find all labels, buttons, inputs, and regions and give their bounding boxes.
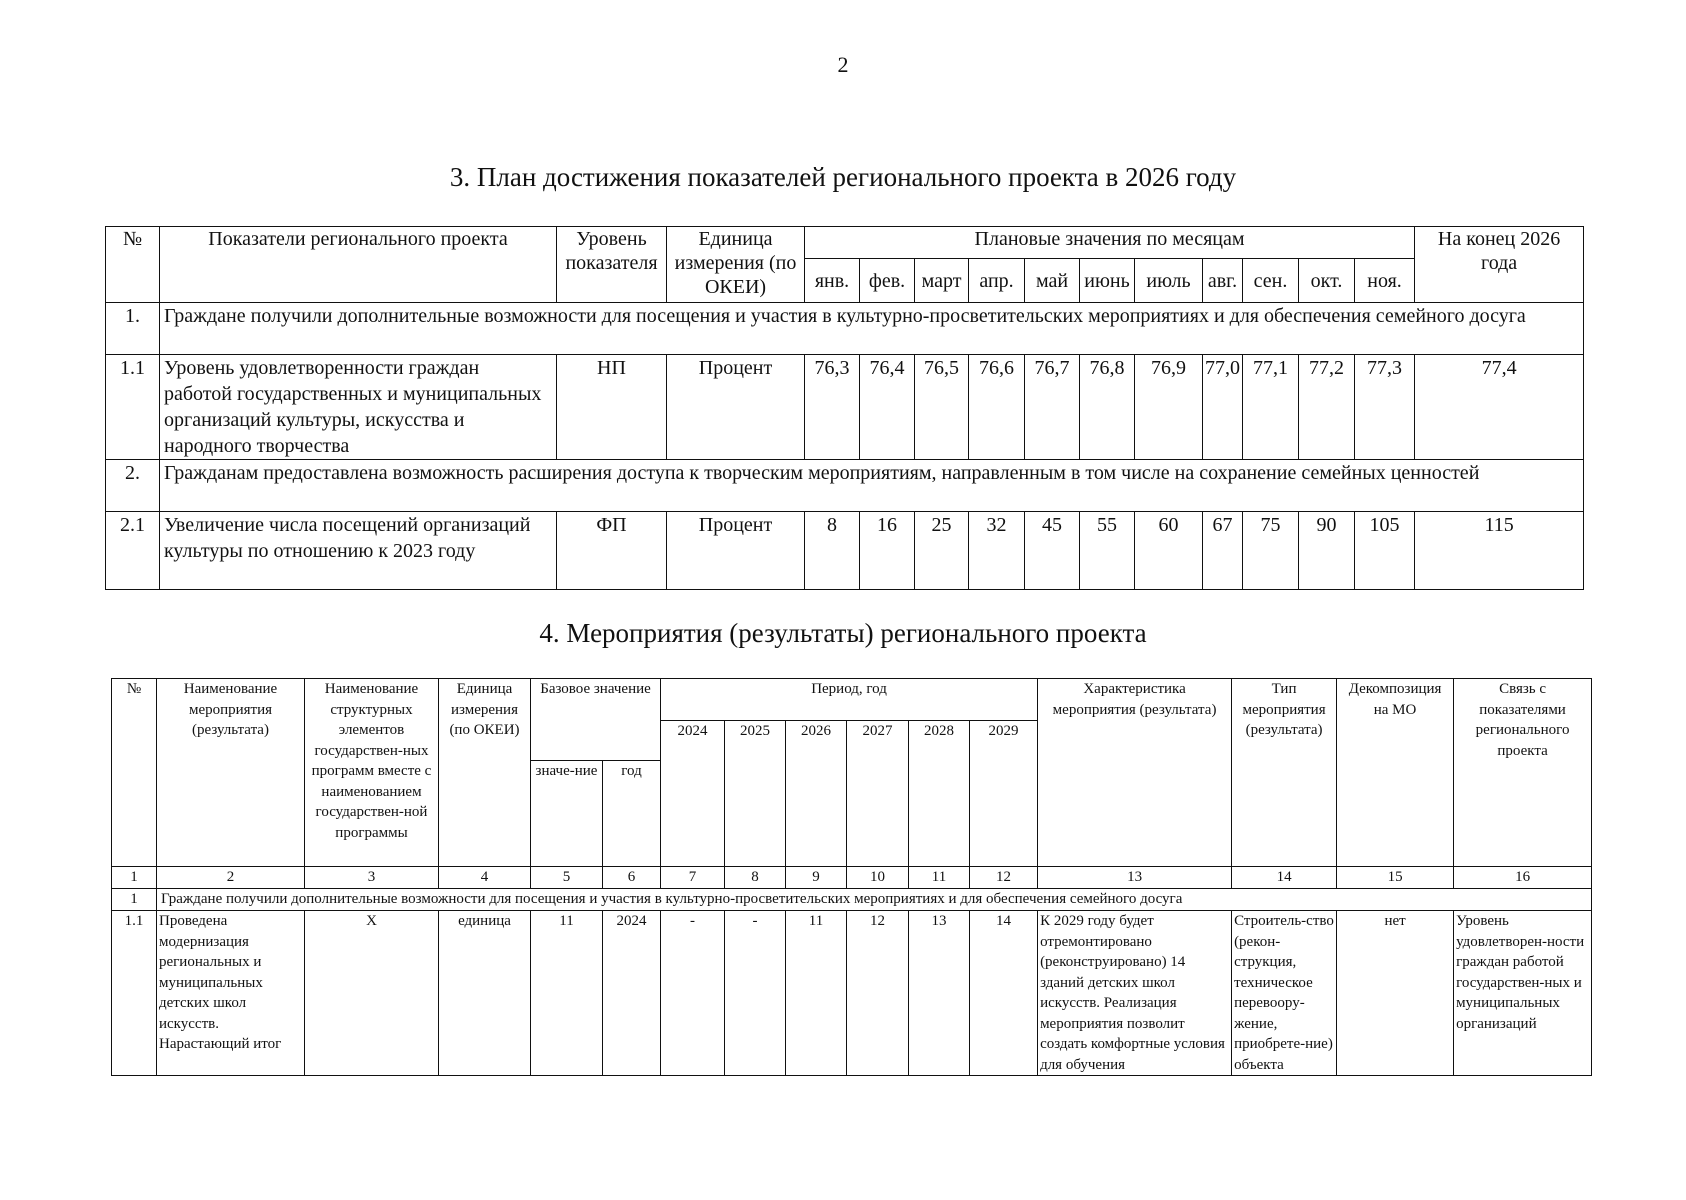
- group-title: Граждане получили дополнительные возможности для посещения и участия в культурно-просветительских мероприятиях и для обеспечения семейного досуга: [160, 303, 1584, 355]
- indicator-link: Уровень удовлетворен-ности граждан работой государствен-ных и муниципальных организаций: [1454, 911, 1592, 1076]
- month-header: янв.: [805, 259, 860, 303]
- month-value: 76,6: [969, 355, 1025, 460]
- month-value: 77,3: [1355, 355, 1415, 460]
- month-header: фев.: [860, 259, 915, 303]
- header-end: На конец 2026 года: [1415, 227, 1584, 303]
- row-num: 1.1: [112, 911, 157, 1076]
- group-title: Граждане получили дополнительные возможности для посещения и участия в культурно-просветительских мероприятиях и для обеспечения семейного досуга: [157, 889, 1592, 911]
- month-value: 16: [860, 512, 915, 590]
- month-header: авг.: [1203, 259, 1243, 303]
- header-base-year: год: [603, 761, 661, 867]
- indicator-unit: Процент: [667, 512, 805, 590]
- month-value: 76,4: [860, 355, 915, 460]
- column-number: 16: [1454, 867, 1592, 889]
- header-level: Уровень показателя: [557, 227, 667, 303]
- month-header: апр.: [969, 259, 1025, 303]
- month-value: 76,9: [1135, 355, 1203, 460]
- year-value: -: [725, 911, 786, 1076]
- indicator-level: ФП: [557, 512, 667, 590]
- group-num: 1.: [106, 303, 160, 355]
- month-value: 76,3: [805, 355, 860, 460]
- year-value: 14: [970, 911, 1038, 1076]
- column-number: 5: [531, 867, 603, 889]
- header-base: Базовое значение: [531, 679, 661, 761]
- column-number: 4: [439, 867, 531, 889]
- header-monthly: Плановые значения по месяцам: [805, 227, 1415, 259]
- year-value: -: [661, 911, 725, 1076]
- column-number: 2: [157, 867, 305, 889]
- month-value: 77,1: [1243, 355, 1299, 460]
- indicator-name: Уровень удовлетворенности граждан работой государственных и муниципальных организаций культуры, искусства и народного творчества: [160, 355, 557, 460]
- column-number: 14: [1232, 867, 1337, 889]
- month-header: окт.: [1299, 259, 1355, 303]
- month-value: 60: [1135, 512, 1203, 590]
- column-number: 7: [661, 867, 725, 889]
- column-number: 8: [725, 867, 786, 889]
- activity-characteristic: К 2029 году будет отремонтировано (реконструировано) 14 зданий детских школ искусств. Реализация мероприятия позволит создать комфортные условия для обучения: [1038, 911, 1232, 1076]
- month-value: 8: [805, 512, 860, 590]
- month-value: 76,7: [1025, 355, 1080, 460]
- month-value: 45: [1025, 512, 1080, 590]
- base-year: 2024: [603, 911, 661, 1076]
- column-number: 1: [112, 867, 157, 889]
- activity-unit: единица: [439, 911, 531, 1076]
- base-value: 11: [531, 911, 603, 1076]
- indicator-level: НП: [557, 355, 667, 460]
- row-num: 1.1: [106, 355, 160, 460]
- month-value: 55: [1080, 512, 1135, 590]
- row-num: 2.1: [106, 512, 160, 590]
- indicator-name: Увеличение числа посещений организаций культуры по отношению к 2023 году: [160, 512, 557, 590]
- section-3-title: 3. План достижения показателей регионального проекта в 2026 году: [449, 162, 1237, 192]
- month-value: 32: [969, 512, 1025, 590]
- indicator-unit: Процент: [667, 355, 805, 460]
- year-header: 2027: [847, 721, 909, 867]
- month-value: 75: [1243, 512, 1299, 590]
- column-number: 11: [909, 867, 970, 889]
- month-value: 67: [1203, 512, 1243, 590]
- activity-name: Проведена модернизация региональных и муниципальных детских школ искусств. Нарастающий итог: [157, 911, 305, 1076]
- month-header: июль: [1135, 259, 1203, 303]
- year-header: 2028: [909, 721, 970, 867]
- year-value: 11: [786, 911, 847, 1076]
- month-value: 25: [915, 512, 969, 590]
- end-value: 77,4: [1415, 355, 1584, 460]
- header-link: Связь с показателями регионального проекта: [1454, 679, 1592, 867]
- header-base-value: значе-ние: [531, 761, 603, 867]
- header-indicator: Показатели регионального проекта: [160, 227, 557, 303]
- column-number: 3: [305, 867, 439, 889]
- month-header: ноя.: [1355, 259, 1415, 303]
- header-type: Тип мероприятия (результата): [1232, 679, 1337, 867]
- column-number: 10: [847, 867, 909, 889]
- header-num: №: [112, 679, 157, 867]
- header-period: Период, год: [661, 679, 1038, 721]
- year-value: 12: [847, 911, 909, 1076]
- column-number: 13: [1038, 867, 1232, 889]
- year-header: 2026: [786, 721, 847, 867]
- indicators-plan-table: [105, 226, 1584, 590]
- column-number: 9: [786, 867, 847, 889]
- month-value: 76,8: [1080, 355, 1135, 460]
- group-title: Гражданам предоставлена возможность расширения доступа к творческим мероприятиям, направленным в том числе на сохранение семейных ценностей: [160, 460, 1584, 512]
- month-value: 77,2: [1299, 355, 1355, 460]
- month-value: 76,5: [915, 355, 969, 460]
- year-header: 2025: [725, 721, 786, 867]
- activities-table: [111, 678, 1592, 1076]
- page-number: 2: [837, 52, 849, 77]
- month-header: сен.: [1243, 259, 1299, 303]
- header-unit: Единица измерения (по ОКЕИ): [439, 679, 531, 867]
- column-number: 6: [603, 867, 661, 889]
- month-header: июнь: [1080, 259, 1135, 303]
- month-value: 90: [1299, 512, 1355, 590]
- group-num: 1: [112, 889, 157, 911]
- group-num: 2.: [106, 460, 160, 512]
- month-header: март: [915, 259, 969, 303]
- decomposition: нет: [1337, 911, 1454, 1076]
- header-struct: Наименование структурных элементов государствен-ных программ вместе с наименованием государствен-ной программы: [305, 679, 439, 867]
- column-number: 12: [970, 867, 1038, 889]
- section-4-title: 4. Мероприятия (результаты) регионального проекта: [539, 618, 1147, 648]
- month-header: май: [1025, 259, 1080, 303]
- header-char: Характеристика мероприятия (результата): [1038, 679, 1232, 867]
- header-num: №: [106, 227, 160, 303]
- year-header: 2024: [661, 721, 725, 867]
- month-value: 77,0: [1203, 355, 1243, 460]
- end-value: 115: [1415, 512, 1584, 590]
- column-number: 15: [1337, 867, 1454, 889]
- activity-type: Строитель-ство (рекон-струкция, техническое перевоору-жение, приобрете-ние) объекта: [1232, 911, 1337, 1076]
- struct-element: Х: [305, 911, 439, 1076]
- year-header: 2029: [970, 721, 1038, 867]
- header-unit: Единица измерения (по ОКЕИ): [667, 227, 805, 303]
- month-value: 105: [1355, 512, 1415, 590]
- header-name: Наименование мероприятия (результата): [157, 679, 305, 867]
- header-decomp: Декомпозиция на МО: [1337, 679, 1454, 867]
- year-value: 13: [909, 911, 970, 1076]
